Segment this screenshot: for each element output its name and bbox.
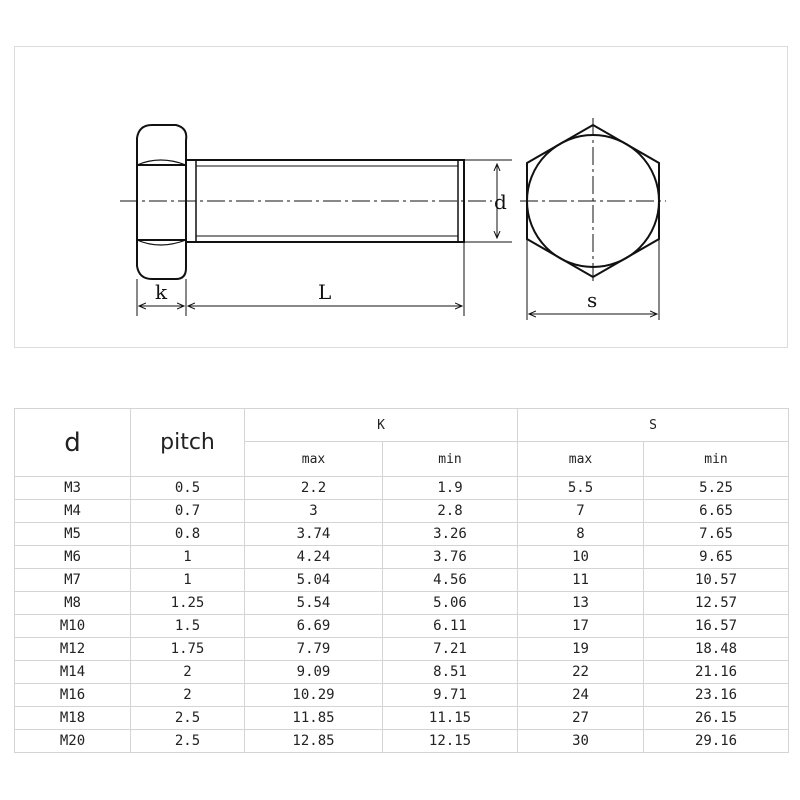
table-row <box>15 569 789 592</box>
table-row <box>15 546 789 569</box>
table-row <box>15 523 789 546</box>
header-k: K <box>245 409 518 442</box>
cell-k-max: 11.85 <box>245 707 383 730</box>
cell-s-min: 16.57 <box>644 615 789 638</box>
cell-k-max: 4.24 <box>245 546 383 569</box>
cell-s-max: 5.5 <box>518 477 644 500</box>
cell-s-min: 5.25 <box>644 477 789 500</box>
cell-s-max: 8 <box>518 523 644 546</box>
cell-s-min: 26.15 <box>644 707 789 730</box>
cell-s-min: 12.57 <box>644 592 789 615</box>
cell-k-min: 3.76 <box>383 546 518 569</box>
cell-k-max: 6.69 <box>245 615 383 638</box>
cell-d: M18 <box>15 707 131 730</box>
cell-s-max: 10 <box>518 546 644 569</box>
header-k-max: max <box>245 442 383 477</box>
table-row <box>15 592 789 615</box>
cell-k-max: 5.04 <box>245 569 383 592</box>
cell-s-min: 21.16 <box>644 661 789 684</box>
cell-d: M16 <box>15 684 131 707</box>
s-label: s <box>587 288 598 312</box>
cell-s-max: 7 <box>518 500 644 523</box>
cell-d: M8 <box>15 592 131 615</box>
cell-s-max: 24 <box>518 684 644 707</box>
cell-k-max: 12.85 <box>245 730 383 753</box>
cell-d: M14 <box>15 661 131 684</box>
cell-k-min: 6.11 <box>383 615 518 638</box>
table-row <box>15 707 789 730</box>
cell-s-max: 27 <box>518 707 644 730</box>
cell-k-max: 3.74 <box>245 523 383 546</box>
cell-d: M20 <box>15 730 131 753</box>
cell-s-min: 9.65 <box>644 546 789 569</box>
header-k-min: min <box>383 442 518 477</box>
cell-k-max: 3 <box>245 500 383 523</box>
table-row <box>15 615 789 638</box>
cell-k-min: 3.26 <box>383 523 518 546</box>
cell-pitch: 2 <box>131 661 245 684</box>
cell-s-min: 6.65 <box>644 500 789 523</box>
cell-k-min: 11.15 <box>383 707 518 730</box>
cell-k-min: 12.15 <box>383 730 518 753</box>
cell-pitch: 2 <box>131 684 245 707</box>
cell-s-min: 29.16 <box>644 730 789 753</box>
bolt-end-view <box>520 118 666 284</box>
cell-s-max: 30 <box>518 730 644 753</box>
k-label: k <box>155 280 168 304</box>
cell-pitch: 0.7 <box>131 500 245 523</box>
cell-pitch: 1.25 <box>131 592 245 615</box>
cell-k-min: 7.21 <box>383 638 518 661</box>
cell-s-min: 7.65 <box>644 523 789 546</box>
cell-pitch: 2.5 <box>131 730 245 753</box>
cell-k-max: 7.79 <box>245 638 383 661</box>
spec-table-body <box>15 477 789 753</box>
cell-s-max: 13 <box>518 592 644 615</box>
cell-pitch: 0.5 <box>131 477 245 500</box>
cell-k-min: 8.51 <box>383 661 518 684</box>
cell-d: M10 <box>15 615 131 638</box>
cell-s-min: 18.48 <box>644 638 789 661</box>
cell-pitch: 1.5 <box>131 615 245 638</box>
table-row <box>15 477 789 500</box>
table-row <box>15 730 789 753</box>
header-d: d <box>15 409 131 477</box>
cell-d: M4 <box>15 500 131 523</box>
cell-k-min: 9.71 <box>383 684 518 707</box>
cell-d: M6 <box>15 546 131 569</box>
cell-s-min: 23.16 <box>644 684 789 707</box>
cell-s-max: 19 <box>518 638 644 661</box>
l-label: L <box>318 280 332 304</box>
cell-k-min: 1.9 <box>383 477 518 500</box>
bolt-drawing <box>0 0 800 360</box>
cell-d: M5 <box>15 523 131 546</box>
cell-pitch: 1.75 <box>131 638 245 661</box>
d-label: d <box>494 190 507 214</box>
cell-k-max: 2.2 <box>245 477 383 500</box>
cell-k-max: 10.29 <box>245 684 383 707</box>
header-s: S <box>518 409 789 442</box>
cell-s-max: 22 <box>518 661 644 684</box>
cell-k-min: 4.56 <box>383 569 518 592</box>
cell-pitch: 0.8 <box>131 523 245 546</box>
header-s-min: min <box>644 442 789 477</box>
cell-d: M3 <box>15 477 131 500</box>
cell-pitch: 1 <box>131 546 245 569</box>
bolt-head <box>137 125 186 279</box>
cell-k-min: 2.8 <box>383 500 518 523</box>
cell-d: M7 <box>15 569 131 592</box>
header-pitch: pitch <box>131 409 245 477</box>
cell-k-max: 9.09 <box>245 661 383 684</box>
table-row <box>15 684 789 707</box>
bolt-spec-table <box>14 408 789 753</box>
table-row <box>15 661 789 684</box>
cell-s-max: 17 <box>518 615 644 638</box>
cell-pitch: 2.5 <box>131 707 245 730</box>
cell-s-max: 11 <box>518 569 644 592</box>
cell-s-min: 10.57 <box>644 569 789 592</box>
cell-k-max: 5.54 <box>245 592 383 615</box>
cell-k-min: 5.06 <box>383 592 518 615</box>
table-row <box>15 638 789 661</box>
cell-pitch: 1 <box>131 569 245 592</box>
table-row <box>15 500 789 523</box>
header-s-max: max <box>518 442 644 477</box>
cell-d: M12 <box>15 638 131 661</box>
